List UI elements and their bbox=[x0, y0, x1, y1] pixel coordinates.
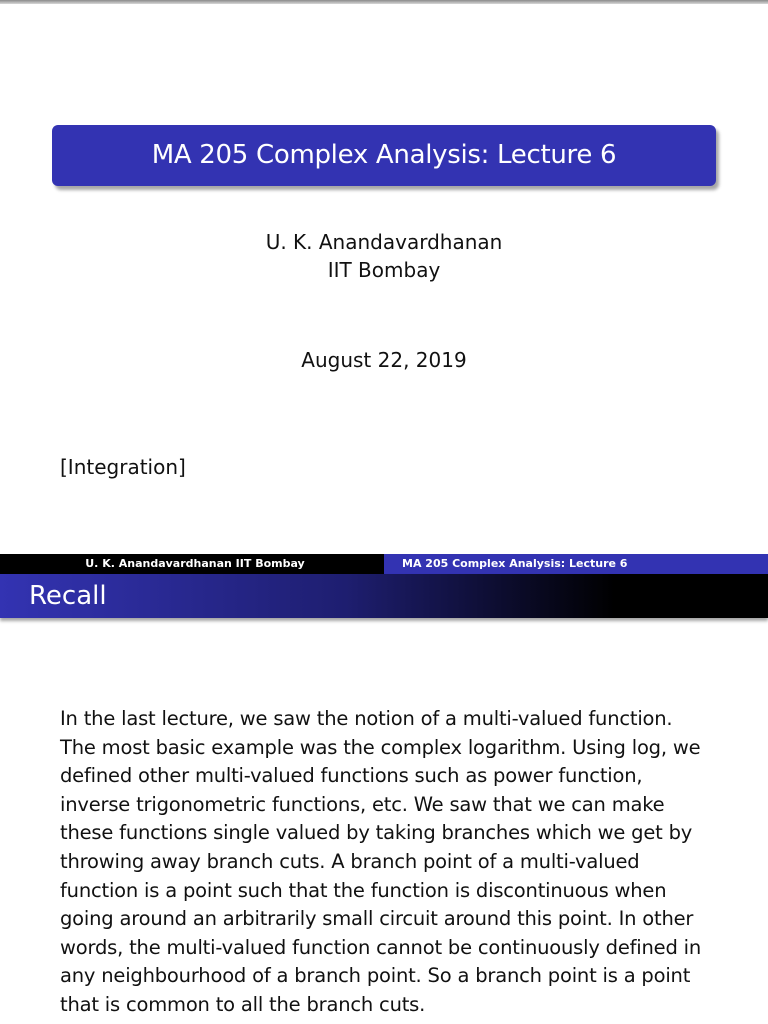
institute-name: IIT Bombay bbox=[327, 258, 441, 282]
footer-author: U. K. Anandavardhanan IIT Bombay bbox=[0, 554, 384, 574]
paragraph-line: throwing away branch cuts. A branch point of a multi-valued bbox=[60, 849, 640, 873]
paragraph-line: going around an arbitrarily small circuit around this point. In other bbox=[60, 907, 694, 931]
paragraph-line: defined other multi-valued functions such as power function, bbox=[60, 764, 643, 788]
frame-title-bar bbox=[0, 574, 768, 618]
paragraph-line: function is a point such that the function is discontinuous when bbox=[60, 878, 667, 902]
paragraph-line: any neighbourhood of a branch point. So a branch point is a point bbox=[60, 964, 691, 988]
author-block bbox=[0, 228, 768, 284]
paragraph-line: The most basic example was the complex logarithm. Using log, we bbox=[60, 735, 701, 759]
author-name: U. K. Anandavardhanan bbox=[265, 230, 503, 254]
paragraph-line: In the last lecture, we saw the notion of a multi-valued function. bbox=[60, 707, 673, 730]
footer-title: MA 205 Complex Analysis: Lecture 6 bbox=[384, 554, 768, 574]
lecture-topic: [Integration] bbox=[60, 455, 186, 479]
lecture-date: August 22, 2019 bbox=[301, 348, 467, 372]
slide-footer bbox=[0, 554, 768, 574]
frame-title: Recall bbox=[29, 581, 107, 611]
recall-paragraph bbox=[60, 705, 720, 1020]
paragraph-line: inverse trigonometric functions, etc. We saw that we can make bbox=[60, 792, 665, 816]
paragraph-line: these functions single valued by taking branches which we get by bbox=[60, 821, 693, 845]
paragraph-line: that is common to all the branch cuts. bbox=[60, 992, 426, 1016]
paragraph-line: words, the multi-valued function cannot be continuously defined in bbox=[60, 935, 702, 959]
lecture-title: MA 205 Complex Analysis: Lecture 6 bbox=[52, 125, 716, 186]
top-divider bbox=[0, 0, 768, 4]
